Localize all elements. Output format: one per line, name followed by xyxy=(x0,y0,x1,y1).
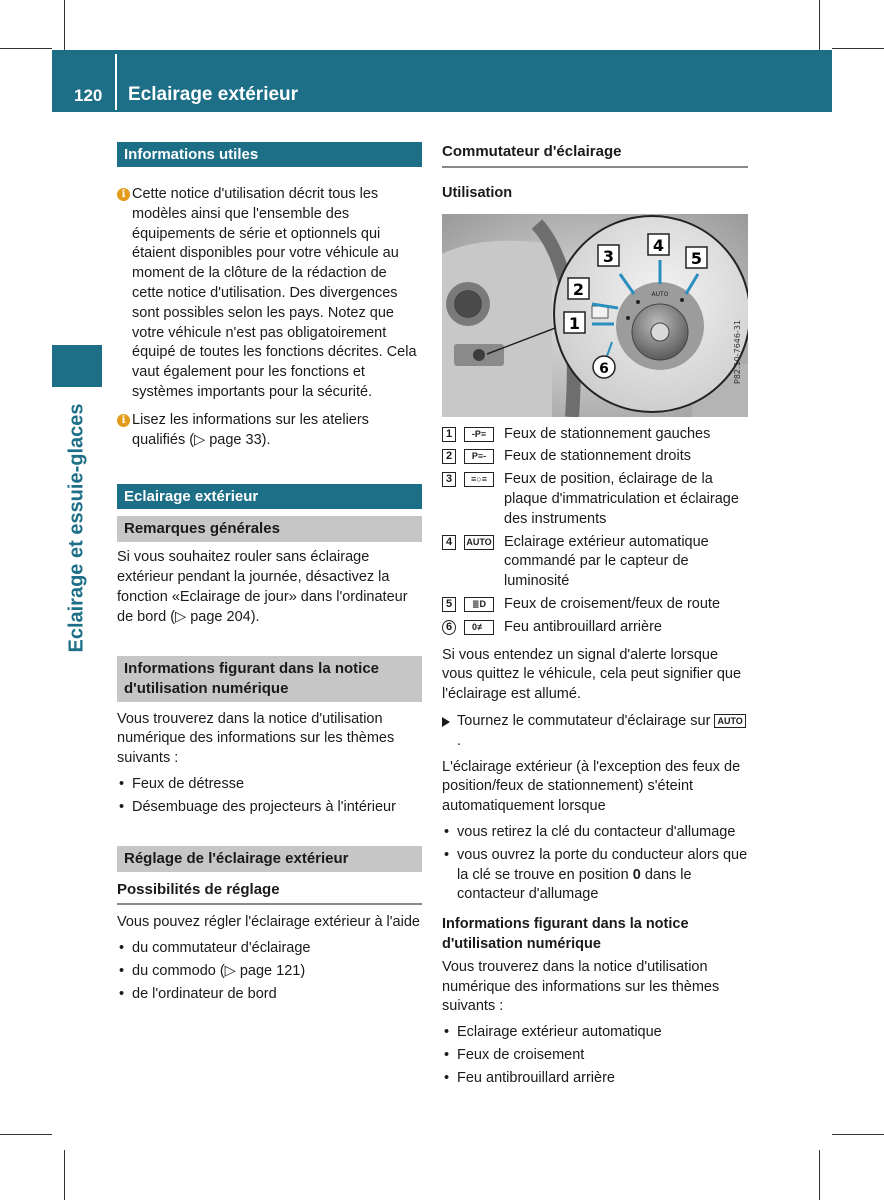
info-note xyxy=(117,185,422,403)
chapter-tab-marker xyxy=(52,345,102,387)
legend-text: Feux de stationnement droits xyxy=(504,448,691,465)
remarks-text: Si vous souhaitez rouler sans éclairage extérieur pendant la journée, désactivez la fonction «Eclairage de jour» dans l'ordinateur de bord (▷ page 204). xyxy=(117,549,408,625)
right-column xyxy=(442,142,748,1089)
list-item: • Feu antibrouillard arrière xyxy=(442,1069,748,1089)
digital-manual-text: Vous trouverez dans la notice d'utilisation numérique des informations sur les thèmes suivants : xyxy=(117,710,395,767)
legend-text: Feux de croisement/feux de route xyxy=(504,595,721,612)
info-heading: Informations utiles xyxy=(117,142,422,167)
legend-number: 6 xyxy=(442,620,456,635)
chapter-tab-label: Eclairage et essuie-glaces xyxy=(65,403,88,653)
list-item: • Désembuage des projecteurs à l'intérieur xyxy=(117,798,422,818)
info-note-text: Lisez les informations sur les ateliers qualifiés (▷ page 33). xyxy=(132,411,369,448)
list-item: • vous retirez la clé du contacteur d'allumage xyxy=(442,823,748,843)
legend-text: Feux de position, éclairage de la plaque d'immatriculation et éclairage des instruments xyxy=(504,471,739,527)
usage-heading: Utilisation xyxy=(442,184,513,201)
auto-off-text: L'éclairage extérieur (à l'exception des feux de position/feux de stationnement) s'éteint automatiquement lorsque xyxy=(442,758,741,815)
page-number: 120 xyxy=(74,86,103,105)
list-item-text: vous ouvrez la porte du conducteur alors que la clé se trouve en position xyxy=(457,846,748,883)
digital-manual-heading: Informations figurant dans la notice d'utilisation numérique xyxy=(442,916,689,952)
digital-manual-text: Vous trouverez dans la notice d'utilisation numérique des informations sur les thèmes suivants : xyxy=(442,958,720,1015)
figure-code: P82.10-7646-31 xyxy=(733,319,742,384)
legend-item xyxy=(442,447,748,467)
list-item: • de l'ordinateur de bord xyxy=(117,985,422,1005)
page-title: Eclairage extérieur xyxy=(128,84,299,105)
callout-3: 3 xyxy=(602,246,615,266)
parking-light-right-icon: P≡- xyxy=(464,449,494,464)
possibilities-heading: Possibilités de réglage xyxy=(117,880,422,906)
left-column xyxy=(117,142,422,1005)
crop-mark xyxy=(819,0,820,50)
auto-badge-icon: AUTO xyxy=(714,714,745,728)
digital-manual-heading: Informations figurant dans la notice d'utilisation numérique xyxy=(117,656,422,702)
legend-text: Eclairage extérieur automatique commandé par le capteur de luminosité xyxy=(504,533,709,590)
legend-item xyxy=(442,618,748,638)
alert-text: Si vous entendez un signal d'alerte lorsque vous quittez le véhicule, cela peut signifier que l'éclairage est allumé. xyxy=(442,646,742,703)
info-note xyxy=(117,411,422,451)
crop-mark xyxy=(819,1150,820,1200)
crop-mark xyxy=(64,0,65,50)
list-item: • Feux de détresse xyxy=(117,775,422,795)
crop-mark xyxy=(832,48,884,49)
action-arrow-icon xyxy=(442,717,450,727)
list-item: • Feux de croisement xyxy=(442,1046,748,1066)
switch-heading: Commutateur d'éclairage xyxy=(442,142,748,168)
light-switch-figure xyxy=(442,214,748,417)
section-heading: Eclairage extérieur xyxy=(117,484,422,509)
callout-2: 2 xyxy=(572,279,585,299)
legend-number: 2 xyxy=(442,449,456,464)
knob-auto-label: AUTO xyxy=(651,290,669,298)
callout-4: 4 xyxy=(652,235,665,255)
callout-5: 5 xyxy=(690,248,703,268)
low-beam-icon: ≣D xyxy=(464,597,494,612)
legend-item xyxy=(442,425,748,445)
info-note-text: Cette notice d'utilisation décrit tous les modèles ainsi que l'ensemble des équipements de série et optionnels qui étaient disponibles pour votre véhicule au moment de la clôture de la rédaction de cette notice d'utilisation. Des divergences sont possibles selon les pays. Notez que votre véhicule n'est pas obligatoirement équipé de toutes les fonctions décrites. Cela vaut également pour les fonctions et systèmes importants pour la sécurité. xyxy=(132,186,417,400)
list-item-text: dans le contacteur d'allumage xyxy=(457,866,692,903)
header-divider xyxy=(115,54,117,110)
rear-fog-light-icon: 0≢ xyxy=(464,620,494,635)
settings-heading: Réglage de l'éclairage extérieur xyxy=(117,846,422,872)
legend-number: 3 xyxy=(442,472,456,487)
legend-item xyxy=(442,470,748,529)
legend-number: 1 xyxy=(442,427,456,442)
info-icon: i xyxy=(117,188,130,201)
crop-mark xyxy=(832,1134,884,1135)
legend-number: 4 xyxy=(442,535,456,550)
legend-number: 5 xyxy=(442,597,456,612)
list-item: • du commodo (▷ page 121) xyxy=(117,962,422,982)
crop-mark xyxy=(0,1134,52,1135)
callout-1: 1 xyxy=(568,313,581,333)
legend-item xyxy=(442,533,748,592)
possibilities-text: Vous pouvez régler l'éclairage extérieur à l'aide xyxy=(117,914,420,931)
legend-item xyxy=(442,595,748,615)
info-icon: i xyxy=(117,414,130,427)
parking-light-left-icon: -P≡ xyxy=(464,427,494,442)
callout-6: 6 xyxy=(599,360,609,377)
action-text: Tournez le commutateur d'éclairage sur xyxy=(457,712,711,729)
light-switch-illustration xyxy=(442,214,748,417)
crop-mark xyxy=(0,48,52,49)
auto-light-icon: AUTO xyxy=(464,535,494,550)
crop-mark xyxy=(64,1150,65,1200)
list-item xyxy=(442,846,748,905)
list-item: • du commutateur d'éclairage xyxy=(117,939,422,959)
action-suffix: . xyxy=(457,732,462,749)
ignition-position: 0 xyxy=(632,866,641,883)
action-step xyxy=(442,712,748,752)
legend-text: Feux de stationnement gauches xyxy=(504,425,711,442)
remarks-heading: Remarques générales xyxy=(117,516,422,542)
list-item: • Eclairage extérieur automatique xyxy=(442,1023,748,1043)
side-light-icon: ≡○≡ xyxy=(464,472,494,487)
legend-text: Feu antibrouillard arrière xyxy=(504,618,662,635)
